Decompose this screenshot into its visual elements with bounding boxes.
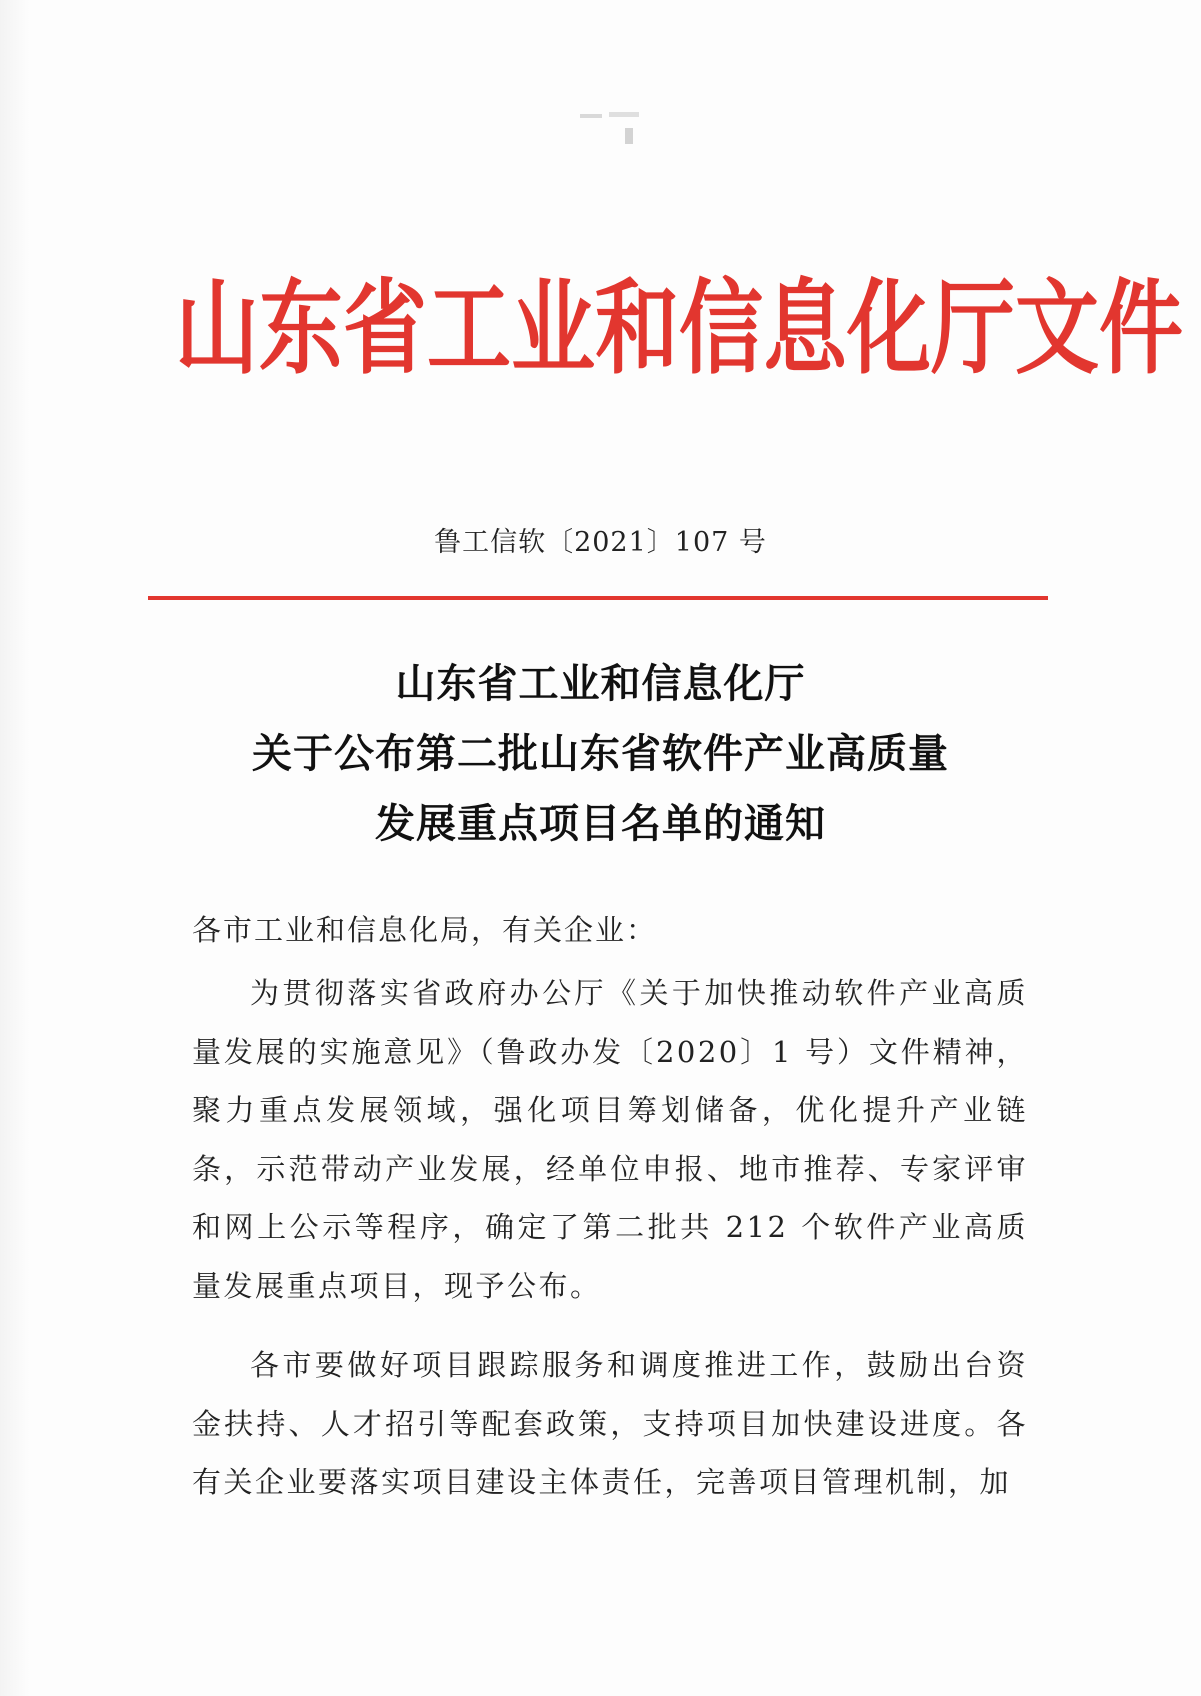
body-paragraph-2: 各市要做好项目跟踪服务和调度推进工作，鼓励出台资金扶持、人才招引等配套政策，支持项目加快建设进度。各有关企业要落实项目建设主体责任，完善项目管理机制，加 xyxy=(192,1348,1028,1499)
salutation: 各市工业和信息化局，有关企业： xyxy=(192,913,658,947)
body-paragraph-1: 为贯彻落实省政府办公厅《关于加快推动软件产业高质量发展的实施意见》（鲁政办发〔2020〕1 号）文件精神，聚力重点发展领域，强化项目筹划储备，优化提升产业链条，示范带动产业发展，经单位申报、地市推荐、专家评审和网上公示等程序，确定了第二批共 212 个软件产业高质量发展重点项目，现予公布。 xyxy=(192,976,1028,1303)
document-number: 鲁工信软〔2021〕107 号 xyxy=(434,527,767,558)
document-title-line-2: 关于公布第二批山东省软件产业高质量 xyxy=(252,731,949,777)
scan-smudge-icon xyxy=(575,108,645,150)
document-title-line-3: 发展重点项目名单的通知 xyxy=(375,801,826,847)
document-masthead: 山东省工业和信息化厅文件 xyxy=(175,268,1184,388)
document-title-line-1: 山东省工业和信息化厅 xyxy=(395,661,806,707)
red-divider-rule xyxy=(148,596,1048,600)
